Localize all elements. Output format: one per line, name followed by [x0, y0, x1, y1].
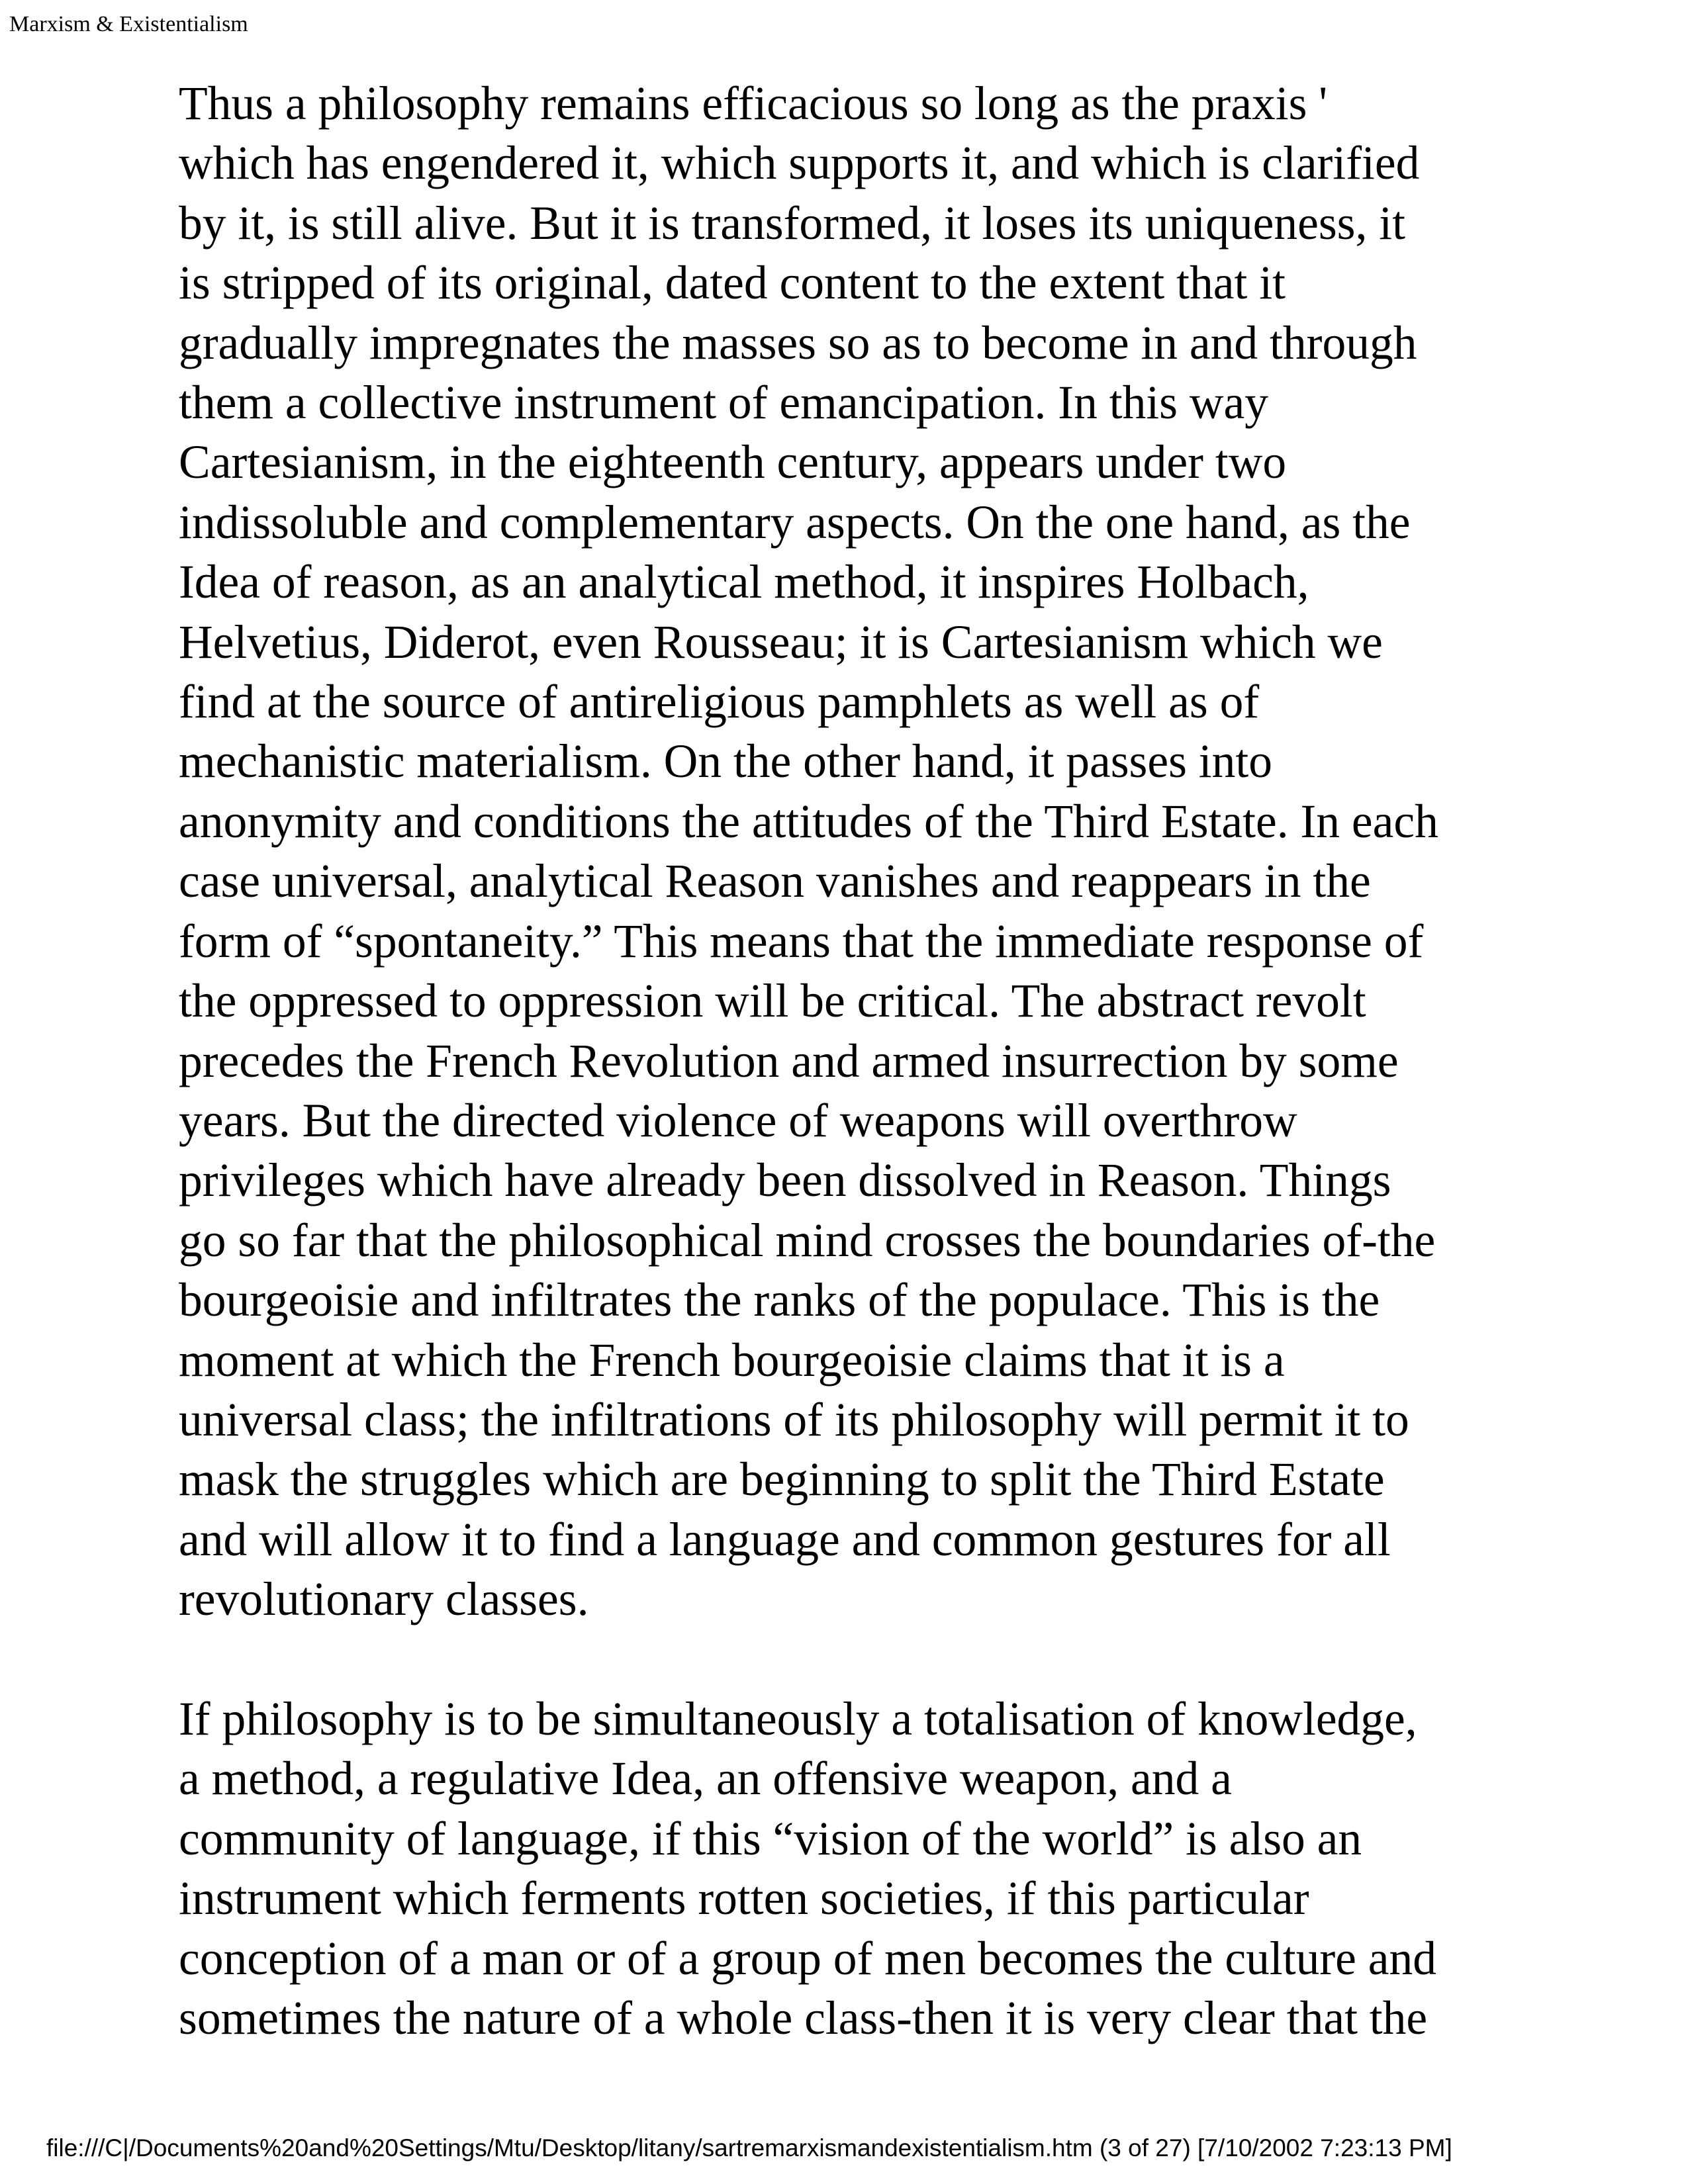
text-line: sometimes the nature of a whole class-then it is very clear that the — [179, 1991, 1428, 2044]
text-line: Idea of reason, as an analytical method, it inspires Holbach, — [179, 556, 1309, 609]
text-line: If philosophy is to be simultaneously a totalisation of knowledge, — [179, 1692, 1417, 1745]
text-line: moment at which the French bourgeoisie claims that it is a — [179, 1334, 1285, 1387]
text-line: is stripped of its original, dated content to the extent that it — [179, 257, 1286, 310]
text-line: anonymity and conditions the attitudes of the Third Estate. In each — [179, 795, 1438, 848]
text-line: by it, is still alive. But it is transformed, it loses its uniqueness, it — [179, 197, 1405, 250]
text-line: conception of a man or of a group of men becomes the culture and — [179, 1932, 1437, 1985]
text-line: revolutionary classes. — [179, 1573, 589, 1626]
text-line: a method, a regulative Idea, an offensive weapon, and a — [179, 1752, 1232, 1805]
document-body — [179, 74, 1523, 2048]
text-line: go so far that the philosophical mind crosses the boundaries of-the — [179, 1214, 1436, 1267]
text-line: find at the source of antireligious pamphlets as well as of — [179, 676, 1260, 729]
text-line: the oppressed to oppression will be critical. The abstract revolt — [179, 975, 1366, 1028]
text-line: privileges which have already been dissolved in Reason. Things — [179, 1154, 1391, 1207]
text-line: mechanistic materialism. On the other hand, it passes into — [179, 735, 1273, 788]
text-line: and will allow it to find a language and common gestures for all — [179, 1513, 1391, 1566]
text-line: Helvetius, Diderot, even Rousseau; it is Cartesianism which we — [179, 615, 1383, 668]
text-line: community of language, if this “vision of the world” is also an — [179, 1812, 1362, 1865]
paragraph-1 — [179, 74, 1523, 1630]
text-line: precedes the French Revolution and armed insurrection by some — [179, 1034, 1399, 1087]
text-line: universal class; the infiltrations of its philosophy will permit it to — [179, 1393, 1409, 1446]
text-line: bourgeoisie and infiltrates the ranks of the populace. This is the — [179, 1274, 1380, 1327]
paragraph-spacer — [179, 1630, 1523, 1690]
text-line: gradually impregnates the masses so as to become in and through — [179, 316, 1417, 369]
text-line: indissoluble and complementary aspects. On the one hand, as the — [179, 496, 1411, 549]
paragraph-2 — [179, 1690, 1523, 2048]
text-line: years. But the directed violence of weapons will overthrow — [179, 1094, 1297, 1147]
text-line: instrument which ferments rotten societies, if this particular — [179, 1872, 1309, 1925]
text-line: them a collective instrument of emancipation. In this way — [179, 377, 1269, 430]
text-line: Thus a philosophy remains efficacious so long as the praxis ' — [179, 77, 1328, 130]
page-footer-url: file:///C|/Documents%20and%20Settings/Mtu/Desktop/litany/sartremarxismandexistentialism.htm (3 of 27) [7/10/2002 7:23:13 PM] — [46, 2134, 1452, 2161]
text-line: case universal, analytical Reason vanishes and reappears in the — [179, 855, 1371, 908]
text-line: Cartesianism, in the eighteenth century, appears under two — [179, 436, 1287, 489]
page-header-title: Marxism & Existentialism — [9, 12, 248, 36]
text-line: which has engendered it, which supports it, and which is clarified — [179, 137, 1420, 190]
text-line: mask the struggles which are beginning to split the Third Estate — [179, 1453, 1385, 1506]
text-line: form of “spontaneity.” This means that the immediate response of — [179, 915, 1424, 968]
